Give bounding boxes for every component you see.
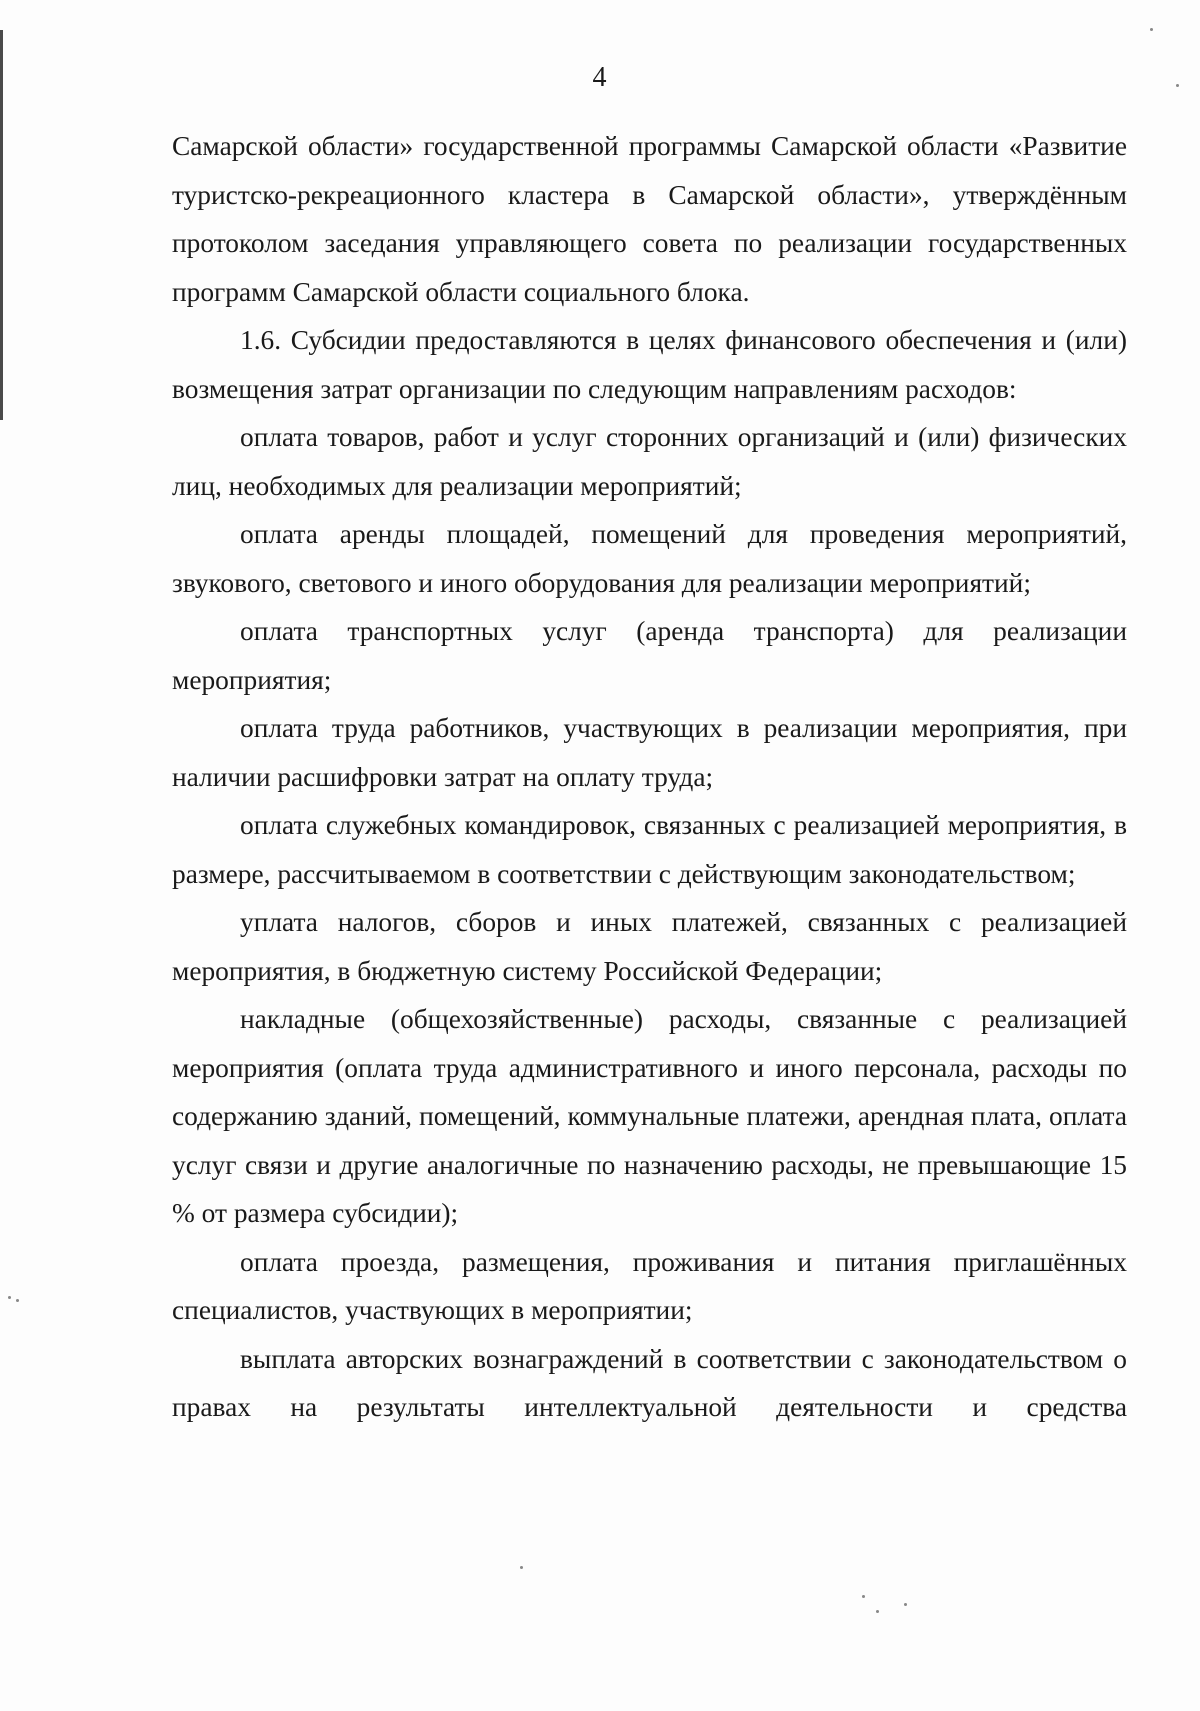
paragraph-continuation: Самарской области» государственной программы Самарской области «Развитие туристско-рекреационного кластера в Самарской области», утверждённым протоколом заседания управляющего совета по реализации государственных программ Самарской области социального блока. (172, 131, 1127, 307)
list-item-labor: оплата труда работников, участвующих в реализации мероприятия, при наличии расшифровки затрат на оплату труда; (172, 713, 1127, 792)
list-item-author-fees: выплата авторских вознаграждений в соответствии с законодательством о правах на результаты интеллектуальной деятельности и средства (172, 1343, 1127, 1422)
list-item-goods-services: оплата товаров, работ и услуг сторонних организаций и (или) физических лиц, необходимых для реализации мероприятий; (172, 422, 1127, 501)
page-number: 4 (592, 62, 608, 93)
list-item-taxes: уплата налогов, сборов и иных платежей, связанных с реализацией мероприятия, в бюджетную систему Российской Федерации; (172, 907, 1127, 986)
paragraph-clause-1-6: 1.6. Субсидии предоставляются в целях финансового обеспечения и (или) возмещения затрат организации по следующим направлениям расходов: (172, 325, 1127, 404)
scan-speck (16, 1299, 19, 1302)
scan-speck (8, 1296, 11, 1299)
scan-speck (1150, 28, 1153, 31)
list-item-business-trips: оплата служебных командировок, связанных с реализацией мероприятия, в размере, рассчитываемом в соответствии с действующим законодательством; (172, 810, 1127, 889)
list-item-invited-specialists: оплата проезда, размещения, проживания и питания приглашённых специалистов, участвующих в мероприятии; (172, 1246, 1127, 1325)
scan-speck (876, 1610, 879, 1613)
document-body (172, 122, 1127, 1432)
list-item-overhead: накладные (общехозяйственные) расходы, связанные с реализацией мероприятия (оплата труда административного и иного персонала, расходы по содержанию зданий, помещений, коммунальные платежи, арендная плата, оплата услуг связи и другие аналогичные по назначению расходы, не превышающие 15 % от размера субсидии); (172, 1004, 1127, 1228)
list-item-transport: оплата транспортных услуг (аренда транспорта) для реализации мероприятия; (172, 616, 1127, 695)
scan-speck (904, 1603, 907, 1606)
scan-speck (1176, 84, 1179, 87)
list-item-rent: оплата аренды площадей, помещений для проведения мероприятий, звукового, светового и иного оборудования для реализации мероприятий; (172, 519, 1127, 598)
scan-speck (520, 1566, 523, 1569)
scan-speck (862, 1595, 865, 1598)
